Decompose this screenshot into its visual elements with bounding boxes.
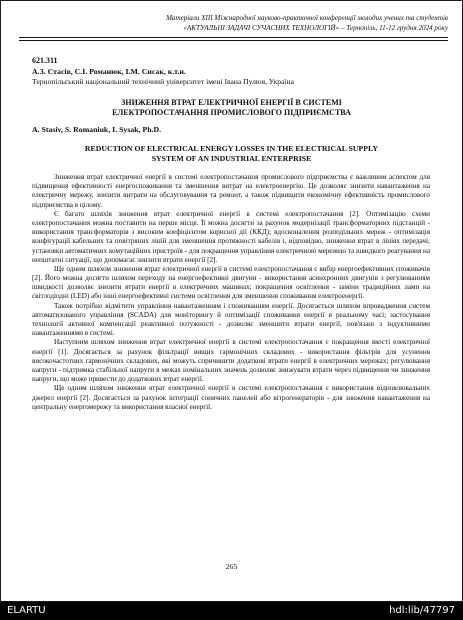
header-line-1: Матеріали ХІІІ Міжнародної науково-практичної конференції молодих учених та студентів <box>166 14 448 22</box>
authors-ua: А.З. Стасів, С.І. Романюк, І.М. Сисак, к.т.н. <box>32 67 186 76</box>
title-ua-line-1: ЗНИЖЕННЯ ВТРАТ ЕЛЕКТРИЧНОЇ ЕНЕРГІЇ В СИСТЕМІ <box>121 98 342 107</box>
title-ua-line-2: ЕЛЕКТРОПОСТАЧАННЯ ПРОМИСЛОВОГО ПІДПРИЄМСТВА <box>112 108 351 117</box>
paragraph: Ще одним шляхом зниження втрат електричної енергії в системі електропостачання є вибір енергоефективних споживачів [2]. Його можна досягти шляхом переходу на енергоефективні двигуни - використання асинхронних двигунів з регулюванням швидкості дозволяє знизити втрати енергії в електричних машинах; покращення освітлення - заміни традиційних ламп на світлодіодні (LED) або інші енергоефективні системи освітлення для зменшення споживання електроенергії. <box>32 264 430 301</box>
header-divider <box>19 37 448 41</box>
title-en <box>31 144 432 164</box>
title-ua <box>31 98 432 118</box>
title-en-line-1: REDUCTION OF ELECTRICAL ENERGY LOSSES IN THE ELECTRICAL SUPPLY <box>84 144 379 153</box>
paragraph: Зниження втрат електричної енергії в системі електропостачання промислового підприємства є важливим аспектом для підвищення ефективності енергоспоживання та зменшення витрат на електроенергію. Це дозволяє знизити навантаження на електричну мережу, знизити витрати на обслуговування та ремонт, а також підвищити економічну ефективність промислового підприємства в цілому. <box>32 173 430 209</box>
page-number: 265 <box>225 562 238 571</box>
udc-code: 621.311 <box>32 56 58 65</box>
paragraph: Також потрібно відмітити управління навантаженням і споживанням енергії. Досягається шляхом впровадження систем автоматизованого управління (SCADA) для моніторингу й оптимізації споживання енергії в реальному часі; застосування технології активної компенсації реактивної потужності - дозволяє зменшити втрати енергії, пов'язані з індуктивними навантаженнями в системі. <box>32 301 430 338</box>
header-line-2: «АКТУАЛЬНІ ЗАДАЧІ СУЧАСНИХ ТЕХНОЛОГІЙ» – Тернопіль, 11-12 грудня 2024 року <box>183 23 448 32</box>
authors-en: A. Stasiv, S. Romaniuk, I. Sysak, Ph.D. <box>32 125 162 134</box>
conference-header <box>19 14 448 33</box>
paragraph: Наступним шляхом зниження втрат електричної енергії в системі електропостачання є покращення якості електричної енергії [1]. Досягається за рахунок фільтрації вищих гармонічних складових - використання фільтрів для усунення високочастотних гармонічних складових, які можуть спричинити додаткові втрати енергії в електричних мережах; регулювання напруги - підтримка стабільної напруги в межах номінальних значень дозволяє знижувати втрати через підвищення чи зниження напруги, що може привести до додаткових втрат енергії. <box>32 338 430 384</box>
footer-repository-name: ELARTU <box>7 605 46 616</box>
paragraph: Ще одним шляхом зниження втрат електричної енергії в системі електропостачання є використання відновлювальних джерел енергії [2]. Досягається за рахунок інтеграції сонячних панелей або вітрогенераторів - для зниження навантаження на центральну енергомережу та використання власної енергії. <box>32 384 430 411</box>
article-body <box>32 173 430 412</box>
repository-footer <box>0 602 463 620</box>
title-en-line-2: SYSTEM OF AN INDUSTRIAL ENTERPRISE <box>151 154 312 163</box>
paragraph: Є багато шляхів зниження втрат електричної енергії в системі електропостачання [2]. Оптимізацію схеми електропостачання можна поставити на перше місце. Її можна досягти за рахунок модернізації трансформаторних підстанцій - використання трансформаторів з високим коефіцієнтом корисної дії (ККД); вдосконалення розподільних мереж - оптимізація конфігурації кабельних та повітряних ліній для зменшення протяжності кабелів і, відповідно, зниження втрат в лініях передачі; установки автоматичних комутаційних пристроїв - для покращення управління електричною мережею та швидкого реагування на непштатні ситуації, що допомагає знизити втрати енергії [2]. <box>32 209 430 264</box>
affiliation: Тернопільський національний технічний університет імені Івана Пулюя, Україна <box>32 77 294 86</box>
footer-handle: hdl:lib/47797 <box>389 605 455 616</box>
